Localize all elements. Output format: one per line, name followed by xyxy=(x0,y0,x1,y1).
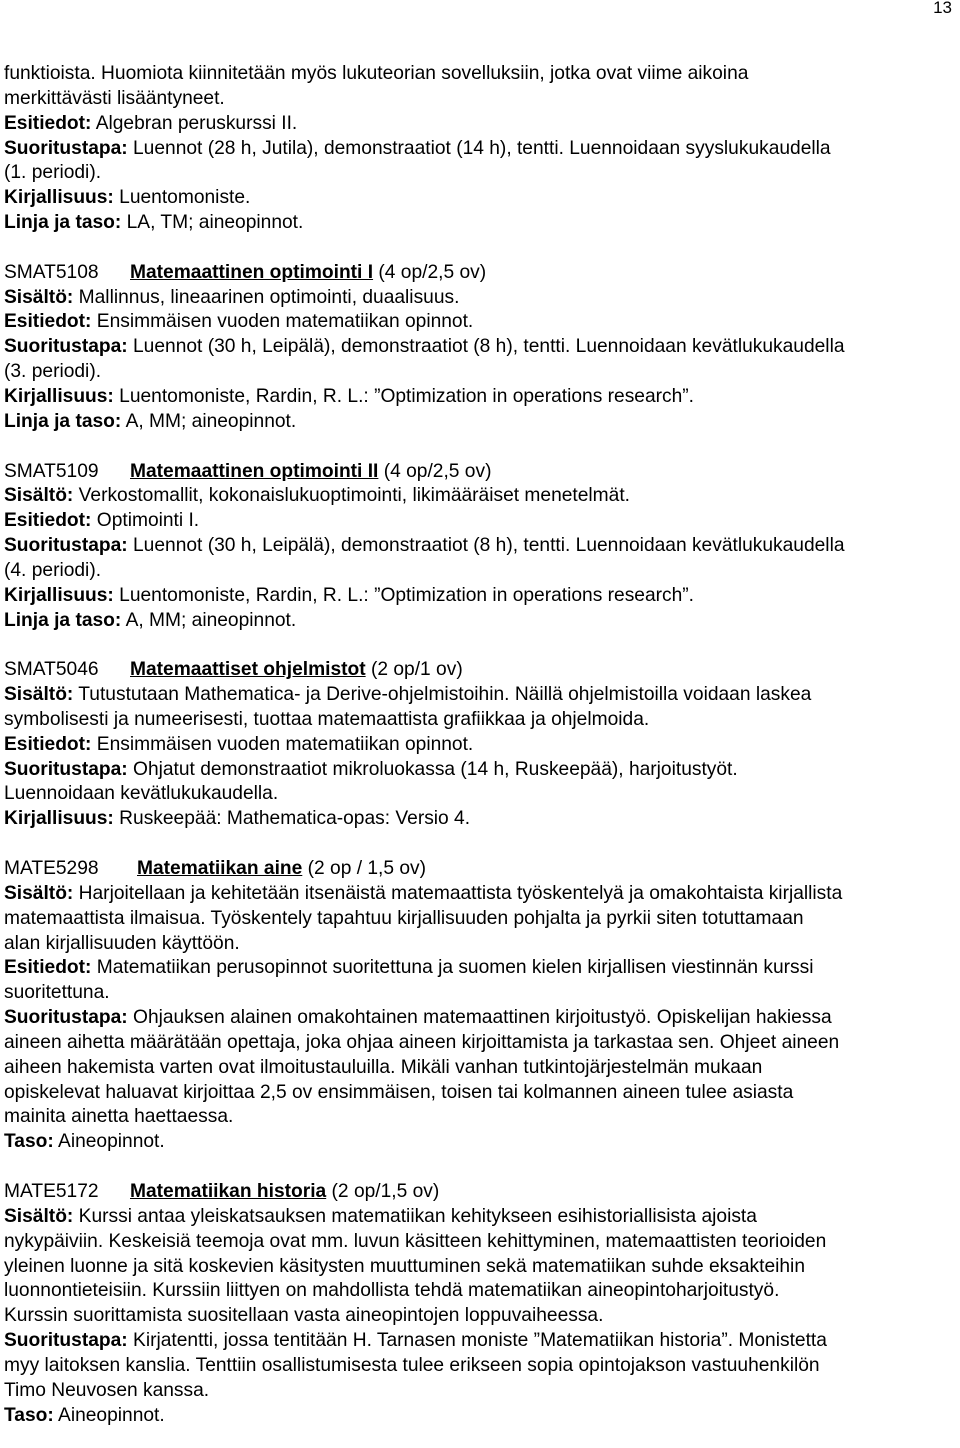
content-field-cont xyxy=(4,1279,958,1304)
lit-label: Kirjallisuus: xyxy=(4,584,114,606)
content-field-cont xyxy=(4,932,958,957)
intro-line: funktioista. Huomiota kiinnitetään myös lukuteorian sovelluksiin, jotka ovat viime aikoina xyxy=(4,63,749,84)
intro-prereq xyxy=(4,112,958,137)
method-text: Timo Neuvosen kanssa. xyxy=(4,1379,210,1401)
content-field xyxy=(4,683,958,708)
prereq-text: Ensimmäisen vuoden matematiikan opinnot. xyxy=(96,733,474,755)
content-text: alan kirjallisuuden käyttöön. xyxy=(4,932,240,954)
course-title: Matemaattinen optimointi I xyxy=(130,261,374,283)
method-field-cont xyxy=(4,1081,958,1106)
section-gap xyxy=(4,435,958,460)
content-field-cont xyxy=(4,708,958,733)
prereq-text: Matematiikan perusopinnot suoritettuna ja suomen kielen kirjallisen viestinnän kurssi xyxy=(96,957,814,979)
method-text: Luennoidaan kevätlukukaudella. xyxy=(4,783,279,805)
course-section xyxy=(4,261,958,435)
content-text: symbolisesti ja numeerisesti, tuottaa matemaattista grafiikkaa ja ohjelmoida. xyxy=(4,708,650,730)
content-text: Kurssi antaa yleiskatsauksen matematiikan kehitykseen esihistoriallisista ajoista xyxy=(78,1205,757,1227)
intro-method-cont: (1. periodi). xyxy=(4,162,102,184)
method-text: opiskelevat haluavat kirjoittaa 2,5 ov ensimmäisen, toisen tai kolmannen aineen tulee asiasta xyxy=(4,1081,794,1103)
course-credits: (4 op/2,5 ov) xyxy=(383,460,492,482)
course-heading xyxy=(4,1180,958,1205)
content-text: Mallinnus, lineaarinen optimointi, duaalisuus. xyxy=(78,286,460,308)
level-label: Linja ja taso: xyxy=(4,212,122,234)
prereq-text: Optimointi I. xyxy=(96,510,200,532)
literature-field xyxy=(4,584,958,609)
course-section xyxy=(4,1180,958,1428)
course-section xyxy=(4,460,958,634)
method-text: Ohjauksen alainen omakohtainen matemaattinen kirjoitustyö. Opiskelijan hakiessa xyxy=(133,1007,832,1029)
content-text: nykypäiviin. Keskeisiä teemoja ovat mm. luvun käsitteen kehittyminen, matemaattisten teorioiden xyxy=(4,1230,827,1252)
section-gap xyxy=(4,1155,958,1180)
level-text: Aineopinnot. xyxy=(58,1404,165,1426)
method-text: aiheen hakemista varten ovat ilmoitustauluilla. Mikäli vanhan tutkintojärjestelmän mukaan xyxy=(4,1056,763,1078)
document-body xyxy=(4,62,958,1428)
lit-text: Ruskeepää: Mathematica-opas: Versio 4. xyxy=(119,808,471,830)
method-field xyxy=(4,335,958,360)
prereq-text: suoritettuna. xyxy=(4,982,110,1004)
content-label: Sisältö: xyxy=(4,286,74,308)
course-heading xyxy=(4,261,958,286)
method-label: Suoritustapa: xyxy=(4,336,128,358)
method-text: Ohjatut demonstraatiot mikroluokassa (14 h, Ruskeepää), harjoitustyöt. xyxy=(133,758,738,780)
content-label: Sisältö: xyxy=(4,684,74,706)
content-text: Tutustutaan Mathematica- ja Derive-ohjelmistoihin. Näillä ohjelmistoilla voidaan laskea xyxy=(78,684,812,706)
method-text: Kirjatentti, jossa tentitään H. Tarnasen moniste ”Matematiikan historia”. Monistetta xyxy=(133,1330,827,1352)
method-field-cont xyxy=(4,1056,958,1081)
level-label: Linja ja taso: xyxy=(4,609,122,631)
level-label: Taso: xyxy=(4,1404,54,1426)
prereq-text: Ensimmäisen vuoden matematiikan opinnot. xyxy=(96,311,474,333)
lit-label: Kirjallisuus: xyxy=(4,385,114,407)
method-text: mainita ainetta haettaessa. xyxy=(4,1106,234,1128)
level-field xyxy=(4,1404,958,1429)
section-gap xyxy=(4,633,958,658)
course-title: Matemaattinen optimointi II xyxy=(130,460,379,482)
course-credits: (2 op/1,5 ov) xyxy=(331,1180,440,1202)
content-field xyxy=(4,1205,958,1230)
method-label: Suoritustapa: xyxy=(4,758,128,780)
method-field xyxy=(4,758,958,783)
method-text: (4. periodi). xyxy=(4,559,102,581)
course-code: SMAT5109 xyxy=(4,460,99,482)
method-text: (3. periodi). xyxy=(4,361,102,383)
content-text: Kurssin suorittamista suositellaan vasta aineopintojen loppuvaiheessa. xyxy=(4,1305,604,1327)
method-label: Suoritustapa: xyxy=(4,1330,128,1352)
prereq-label: Esitiedot: xyxy=(4,510,92,532)
method-field-cont xyxy=(4,1354,958,1379)
content-field xyxy=(4,882,958,907)
course-list xyxy=(4,236,958,1429)
level-text: LA, TM; aineopinnot. xyxy=(126,212,304,234)
course-code: SMAT5046 xyxy=(4,659,99,681)
course-heading xyxy=(4,857,958,882)
course-code: MATE5298 xyxy=(4,858,99,879)
intro-level xyxy=(4,211,958,236)
content-text: Harjoitellaan ja kehitetään itsenäistä matemaattista työskentelyä ja omakohtaista kirjallista xyxy=(78,882,843,904)
method-label: Suoritustapa: xyxy=(4,535,128,557)
method-text: Luennot (28 h, Jutila), demonstraatiot (14 h), tentti. Luennoidaan syyslukukaudella xyxy=(133,137,831,159)
course-code: SMAT5108 xyxy=(4,261,99,283)
method-field-cont xyxy=(4,1379,958,1404)
level-text: A, MM; aineopinnot. xyxy=(125,410,297,432)
method-field-cont xyxy=(4,559,958,584)
content-field xyxy=(4,286,958,311)
intro-section xyxy=(4,62,958,236)
prereq-field xyxy=(4,733,958,758)
content-text: matemaattista ilmaisua. Työskentely tapahtuu kirjallisuuden pohjalta ja pyrkii siten totuttamaan xyxy=(4,907,804,929)
method-field xyxy=(4,1329,958,1354)
level-field xyxy=(4,609,958,634)
content-label: Sisältö: xyxy=(4,1205,74,1227)
level-label: Linja ja taso: xyxy=(4,410,122,432)
course-section xyxy=(4,658,958,832)
lit-text: Luentomoniste. xyxy=(119,187,251,209)
level-text: A, MM; aineopinnot. xyxy=(125,609,297,631)
method-field xyxy=(4,534,958,559)
method-text: Luennot (30 h, Leipälä), demonstraatiot (8 h), tentti. Luennoidaan kevätlukukaudella xyxy=(133,336,845,358)
intro-line: merkittävästi lisääntyneet. xyxy=(4,87,225,109)
course-credits: (2 op / 1,5 ov) xyxy=(307,858,427,879)
method-field-cont xyxy=(4,782,958,807)
intro-method xyxy=(4,137,958,162)
content-text: yleinen luonne ja sitä koskevien käsitysten muuttuminen sekä matematiikan suhde eksakteihin xyxy=(4,1255,805,1277)
course-credits: (4 op/2,5 ov) xyxy=(378,261,487,283)
literature-field xyxy=(4,807,958,832)
section-gap xyxy=(4,236,958,261)
method-text: aineen aihetta määrätään opettaja, joka ohjaa aineen kirjoittamista ja tarkastaa sen. Ohjeet aineen xyxy=(4,1031,840,1053)
method-text: myy laitoksen kanslia. Tenttiin osallistumisesta tulee erikseen sopia opintojakson vastuuhenkilön xyxy=(4,1354,820,1376)
prereq-label: Esitiedot: xyxy=(4,311,92,333)
prereq-label: Esitiedot: xyxy=(4,957,92,979)
intro-literature xyxy=(4,186,958,211)
method-field-cont xyxy=(4,1031,958,1056)
course-title: Matemaattiset ohjelmistot xyxy=(130,659,366,681)
content-label: Sisältö: xyxy=(4,882,74,904)
prereq-label: Esitiedot: xyxy=(4,112,92,134)
method-field-cont xyxy=(4,360,958,385)
level-text: Aineopinnot. xyxy=(58,1131,165,1153)
prereq-field-cont xyxy=(4,981,958,1006)
content-text: luonnontieteisiin. Kurssiin liittyen on mahdollista tehdä matematiikan aineopintoharjoitustyö. xyxy=(4,1280,780,1302)
course-code: MATE5172 xyxy=(4,1180,99,1202)
method-label: Suoritustapa: xyxy=(4,137,128,159)
lit-text: Luentomoniste, Rardin, R. L.: ”Optimization in operations research”. xyxy=(119,385,695,407)
course-section xyxy=(4,857,958,1155)
content-field-cont xyxy=(4,1255,958,1280)
prereq-field xyxy=(4,509,958,534)
prereq-field xyxy=(4,310,958,335)
course-title: Matematiikan historia xyxy=(130,1180,327,1202)
level-field xyxy=(4,410,958,435)
lit-label: Kirjallisuus: xyxy=(4,808,114,830)
prereq-label: Esitiedot: xyxy=(4,733,92,755)
content-field-cont xyxy=(4,1304,958,1329)
method-label: Suoritustapa: xyxy=(4,1007,128,1029)
content-field xyxy=(4,484,958,509)
content-field-cont xyxy=(4,907,958,932)
method-field-cont xyxy=(4,1105,958,1130)
course-credits: (2 op/1 ov) xyxy=(370,659,463,681)
section-gap xyxy=(4,832,958,857)
lit-label: Kirjallisuus: xyxy=(4,187,114,209)
prereq-text: Algebran peruskurssi II. xyxy=(95,112,298,134)
method-text: Luennot (30 h, Leipälä), demonstraatiot (8 h), tentti. Luennoidaan kevätlukukaudella xyxy=(133,535,845,557)
content-label: Sisältö: xyxy=(4,485,74,507)
lit-text: Luentomoniste, Rardin, R. L.: ”Optimization in operations research”. xyxy=(119,584,695,606)
course-title: Matematiikan aine xyxy=(137,858,303,879)
page-number: 13 xyxy=(933,0,952,17)
level-field xyxy=(4,1130,958,1155)
course-heading xyxy=(4,658,958,683)
method-field xyxy=(4,1006,958,1031)
content-field-cont xyxy=(4,1230,958,1255)
prereq-field xyxy=(4,956,958,981)
literature-field xyxy=(4,385,958,410)
level-label: Taso: xyxy=(4,1131,54,1153)
course-heading xyxy=(4,460,958,485)
content-text: Verkostomallit, kokonaislukuoptimointi, likimääräiset menetelmät. xyxy=(78,485,630,507)
